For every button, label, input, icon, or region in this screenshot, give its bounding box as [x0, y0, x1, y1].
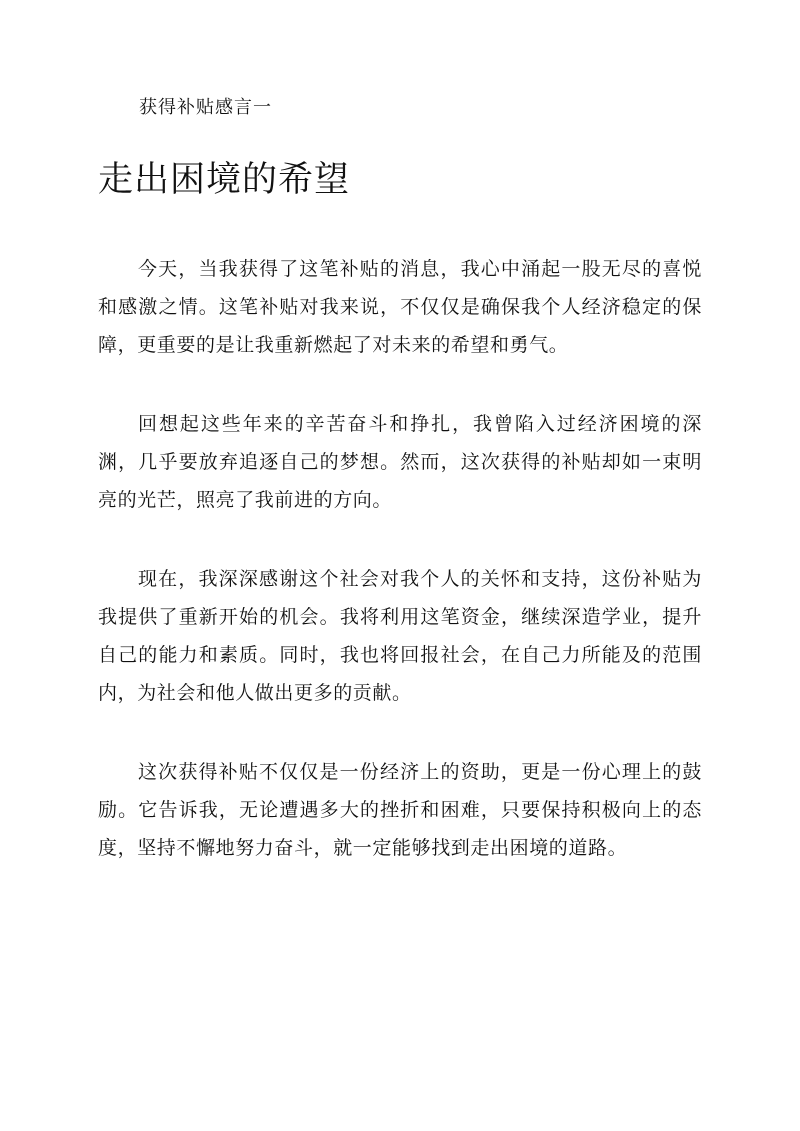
document-subtitle: 获得补贴感言一 [139, 97, 272, 118]
paragraph: 回想起这些年来的辛苦奋斗和挣扎，我曾陷入过经济困境的深渊，几乎要放弃追逐自己的梦想。然而，这次获得的补贴却如一束明亮的光芒，照亮了我前进的方向。 [98, 413, 702, 511]
document-body [98, 250, 702, 867]
paragraph: 今天，当我获得了这笔补贴的消息，我心中涌起一股无尽的喜悦和感激之情。这笔补贴对我来说，不仅仅是确保我个人经济稳定的保障，更重要的是让我重新燃起了对未来的希望和勇气。 [98, 258, 702, 356]
paragraph: 现在，我深深感谢这个社会对我个人的关怀和支持，这份补贴为我提供了重新开始的机会。我将利用这笔资金，继续深造学业，提升自己的能力和素质。同时，我也将回报社会，在自己力所能及的范围内，为社会和他人做出更多的贡献。 [98, 568, 702, 704]
document-title: 走出困境的希望 [98, 160, 351, 200]
paragraph: 这次获得补贴不仅仅是一份经济上的资助，更是一份心理上的鼓励。它告诉我，无论遭遇多大的挫折和困难，只要保持积极向上的态度，坚持不懈地努力奋斗，就一定能够找到走出困境的道路。 [98, 761, 702, 859]
